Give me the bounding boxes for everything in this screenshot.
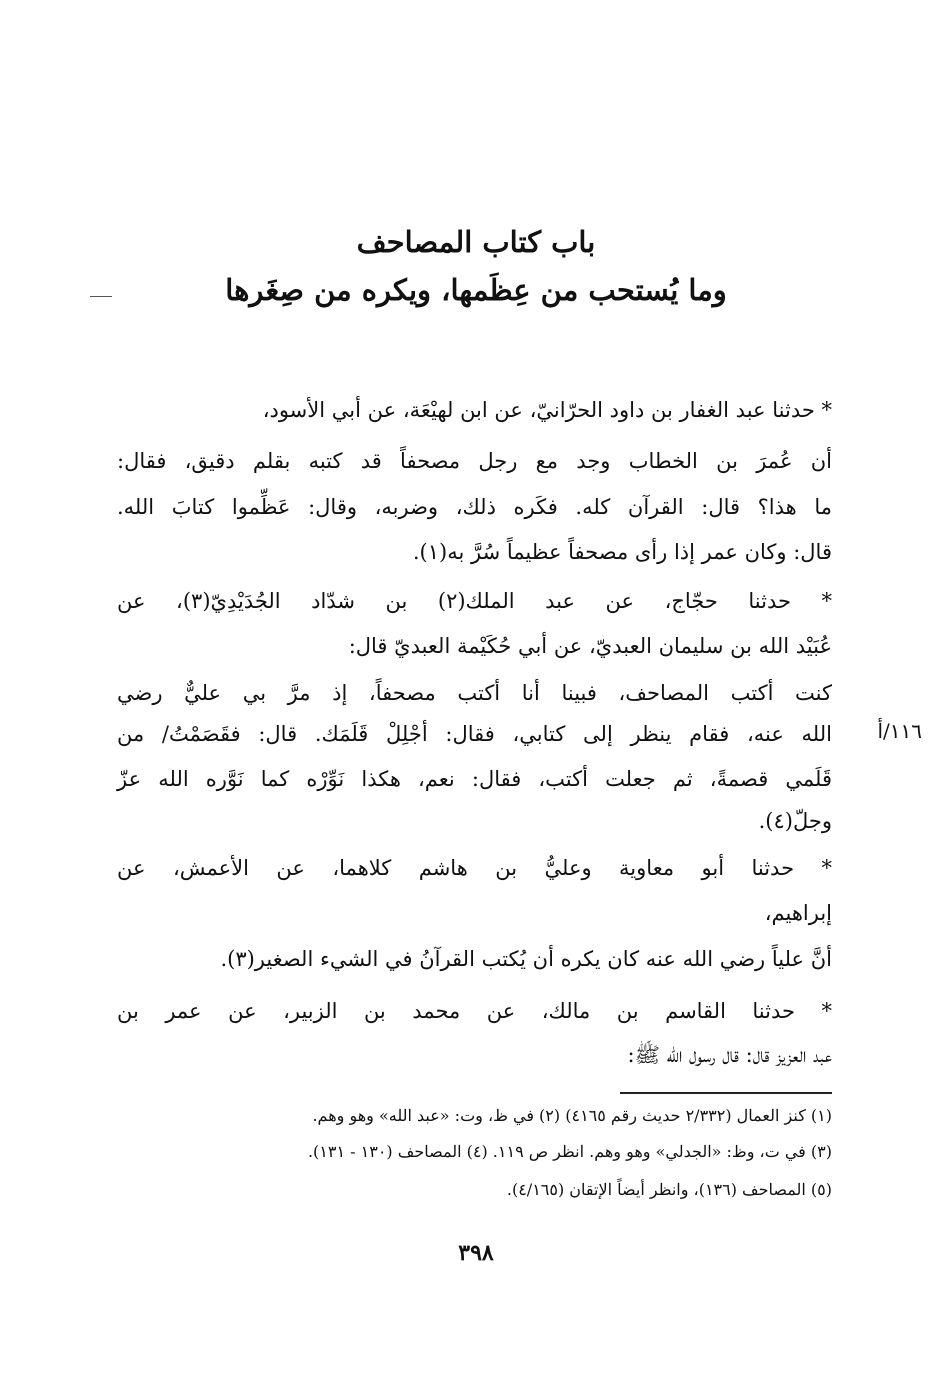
chapter-title: باب كتاب المصاحف	[356, 225, 596, 259]
body-line: كنت أكتب المصاحف، فبينا أنا أكتب مصحفاً، إذ مرَّ بي عليٌّ رضي	[117, 681, 832, 705]
footnote-line: (٣) في ت، وظ: «الجدلي» وهو وهم. انظر ص ١١٩. (٤) المصاحف (١٣٠ - ١٣١).	[307, 1142, 832, 1161]
chapter-subtitle: وما يُستحب من عِظَمها، ويكره من صِغَرها	[225, 273, 727, 307]
page-number: ٣٩٨	[458, 1240, 494, 1266]
folio-margin-note: ١١٦/أ	[877, 719, 922, 743]
margin-dash	[90, 296, 112, 297]
body-line: أن عُمرَ بن الخطاب وجد مع رجل مصحفاً قد كتبه بقلم دقيق، فقال:	[117, 449, 832, 473]
body-line: قَلَمي قصمةً، ثم جعلت أكتب، فقال: نعم، هكذا نَوِّرْه كما نَوَّره الله عزّ	[117, 767, 832, 791]
body-line: قال: وكان عمر إذا رأى مصحفاً عظيماً سُرَّ به(١).	[412, 540, 832, 564]
body-line: إبراهيم،	[764, 901, 832, 925]
body-line: أنَّ علياً رضي الله عنه كان يكره أن يُكتب القرآنُ في الشيء الصغير(٣).	[220, 947, 832, 971]
footnote-line: (١) كنز العمال (٢/٣٣٢ حديث رقم ٤١٦٥) (٢) في ظ، وت: «عبد الله» وهو وهم.	[312, 1106, 832, 1125]
footnote-line: (٥) المصاحف (١٣٦)، وانظر أيضاً الإتقان (٤/١٦٥).	[506, 1180, 832, 1199]
footnote-divider	[620, 1092, 832, 1094]
body-line: * حدثنا عبد الغفار بن داود الحرّانيّ، عن ابن لهيْعَة، عن أبي الأسود،	[262, 398, 832, 422]
body-line: وجلّ(٤).	[758, 809, 832, 833]
body-line: ما هذا؟ قال: القرآن كله. فكَره ذلك، وضربه، وقال: عَظِّموا كتابَ الله.	[117, 495, 832, 519]
body-line: * حدثنا حجّاج، عن عبد الملك(٢) بن شدّاد الجُدَيْدِيّ(٣)، عن	[117, 589, 832, 613]
body-line: * حدثنا القاسم بن مالك، عن محمد بن الزبير، عن عمر بن	[117, 999, 832, 1023]
body-line: الله عنه، فقام ينظر إلى كتابي، فقال: أجْلِلْ قَلَمَك. قال: فقَصَمْتُ/ من	[117, 722, 832, 746]
body-line: عُبَيْد الله بن سليمان العبديّ، عن أبي حُكَيْمة العبديّ قال:	[348, 634, 832, 658]
body-line: * حدثنا أبو معاوية وعليُّ بن هاشم كلاهما، عن الأعمش، عن	[117, 856, 832, 880]
body-line: عبد العزيز قال: قال رسول الله ﷺ:	[627, 1043, 832, 1067]
